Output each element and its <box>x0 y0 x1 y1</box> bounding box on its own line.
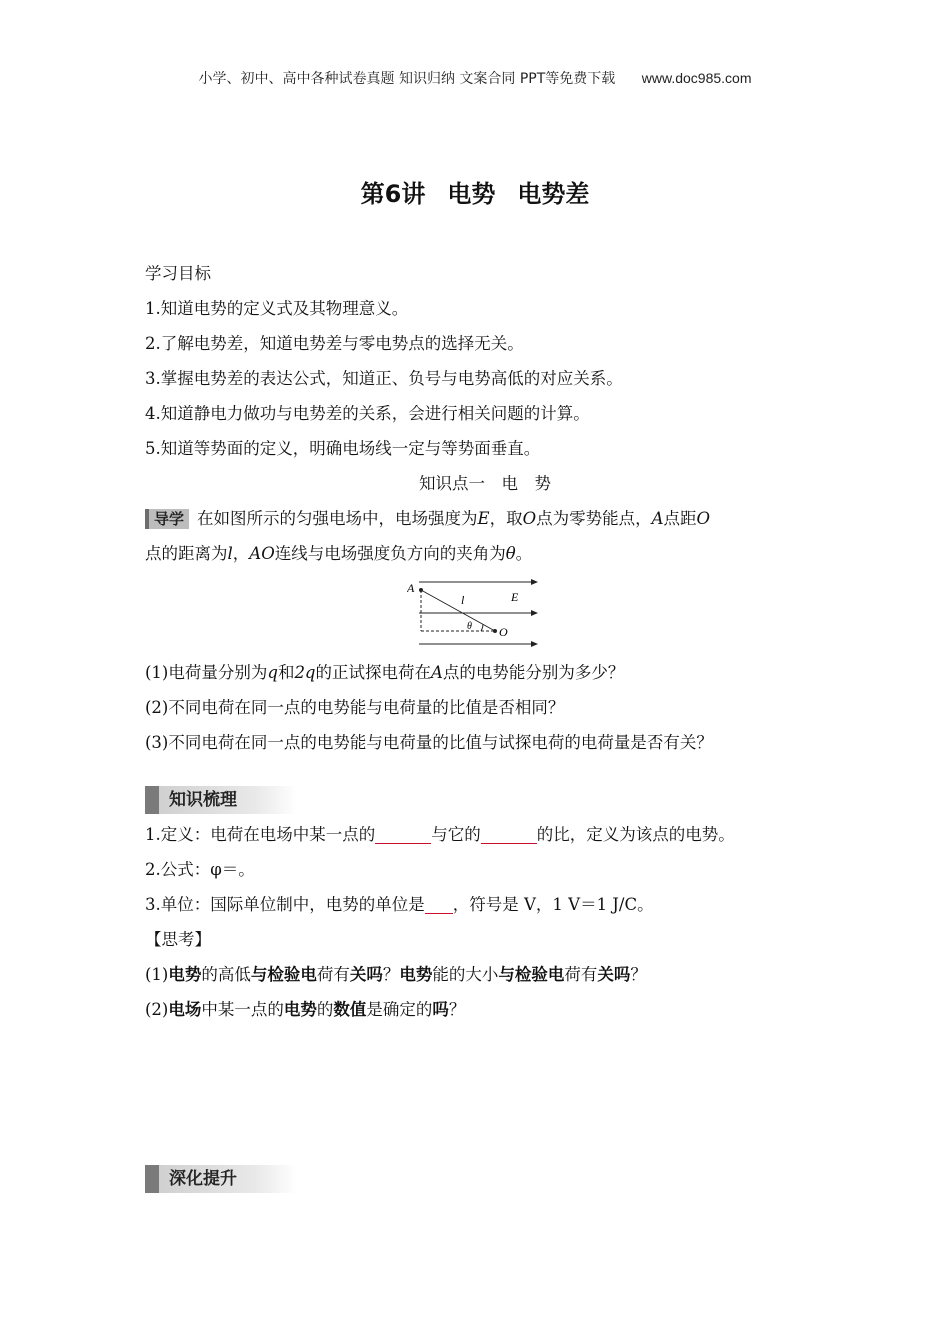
think-text: 荷有 <box>316 965 350 984</box>
symbol-2q: 2q <box>294 663 316 682</box>
label-E: E <box>511 590 519 604</box>
label-O: O <box>499 625 508 639</box>
question-text: 点的电势能分别为多少？ <box>442 663 625 682</box>
think-text: 电场 <box>168 1000 202 1019</box>
guide-text: ，取 <box>489 509 523 528</box>
question-text: (1)电荷量分别为 <box>145 663 268 682</box>
guide-text: 连线与电场强度负方向的夹角为 <box>274 544 506 563</box>
think-text: (1) <box>145 965 169 984</box>
fill-blank[interactable] <box>425 895 453 914</box>
unit-line <box>145 887 825 922</box>
definition-text: 1.定义：电荷在电场中某一点的 <box>145 825 376 844</box>
page-title <box>0 174 950 209</box>
think-text: 荷有 <box>564 965 598 984</box>
question-1 <box>145 655 825 690</box>
symbol-q: q <box>267 663 278 682</box>
think-text: 能的大小 <box>432 965 499 984</box>
definition-text: 与它的 <box>431 825 481 844</box>
objective-item: 5.知道等势面的定义，明确电场线一定与等势面垂直。 <box>145 439 541 458</box>
think-text: 吗 <box>432 1000 449 1019</box>
point-A <box>419 588 423 592</box>
formula-line: 2.公式：φ＝。 <box>145 860 255 879</box>
header-text: 小学、初中、高中各种试卷真题 知识归纳 文案合同 PPT等免费下载 <box>198 71 616 87</box>
guide-text: 。 <box>515 544 533 563</box>
label-l: l <box>461 593 465 607</box>
symbol-O: O <box>696 509 711 528</box>
guide-text: 点距 <box>663 509 697 528</box>
think-text: 数值 <box>333 1000 367 1019</box>
guide-text: 点的距离为 <box>145 544 228 563</box>
symbol-l: l <box>227 544 233 563</box>
think-text: 关吗 <box>349 965 383 984</box>
fill-blank[interactable] <box>481 825 537 844</box>
think-text: 的高低 <box>201 965 251 984</box>
section-knowledge-sorting <box>145 782 825 817</box>
knowledge-point-title: 知识点一 电 势 <box>419 474 551 493</box>
symbol-E: E <box>477 509 490 528</box>
guide-text: ， <box>232 544 250 563</box>
think-question-2 <box>145 992 825 1027</box>
question-text: 的正试探电荷在 <box>315 663 431 682</box>
think-text: 与检验电 <box>498 965 565 984</box>
angle-arc <box>481 624 483 631</box>
question-text: 和 <box>277 663 295 682</box>
question-3: (3)不同电荷在同一点的电势能与电荷量的比值与试探电荷的电荷量是否有关？ <box>145 733 713 752</box>
think-text: 电势 <box>168 965 202 984</box>
objective-item: 2.了解电势差，知道电势差与零电势点的选择无关。 <box>145 334 524 353</box>
guide-text: 在如图所示的匀强电场中，电场强度为 <box>197 509 478 528</box>
document-body <box>145 256 825 1196</box>
guide-text: 点为零势能点， <box>536 509 652 528</box>
symbol-theta: θ <box>505 544 516 563</box>
section-deepen <box>145 1161 825 1196</box>
think-text: 电势 <box>399 965 433 984</box>
think-text: (2) <box>145 1000 169 1019</box>
title-topic2: 电势差 <box>517 180 590 208</box>
objectives-heading: 学习目标 <box>145 264 211 283</box>
section-heading: 深化提升 <box>145 1165 297 1193</box>
think-text: 电势 <box>283 1000 317 1019</box>
think-text: 与检验电 <box>250 965 317 984</box>
definition-text: 的比，定义为该点的电势。 <box>536 825 735 844</box>
think-text: ？ <box>448 1000 466 1019</box>
symbol-AO: AO <box>249 544 275 563</box>
think-question-1 <box>145 957 825 992</box>
label-theta: θ <box>467 621 472 632</box>
think-text: ？ <box>382 965 400 984</box>
section-heading: 知识梳理 <box>145 786 297 814</box>
question-2: (2)不同电荷在同一点的电势能与电荷量的比值是否相同？ <box>145 698 565 717</box>
objective-item: 4.知道静电力做功与电势差的关系，会进行相关问题的计算。 <box>145 404 590 423</box>
symbol-A: A <box>431 663 443 682</box>
definition-line <box>145 817 825 852</box>
think-text: 关吗 <box>597 965 631 984</box>
symbol-A: A <box>651 509 664 528</box>
page-header <box>0 68 950 88</box>
title-topic1: 电势 <box>447 180 496 208</box>
point-O <box>493 629 497 633</box>
think-text: 是确定的 <box>366 1000 433 1019</box>
field-diagram-svg <box>407 571 557 655</box>
field-diagram <box>145 571 825 655</box>
symbol-O: O <box>522 509 537 528</box>
think-text: 的 <box>316 1000 334 1019</box>
unit-text: ，符号是 V，1 V＝1 J/C。 <box>452 895 654 914</box>
objective-item: 1.知道电势的定义式及其物理意义。 <box>145 299 409 318</box>
guide-paragraph <box>145 501 825 571</box>
unit-text: 3.单位：国际单位制中，电势的单位是 <box>145 895 425 914</box>
think-heading: 【思考】 <box>145 930 211 949</box>
fill-blank[interactable] <box>375 825 431 844</box>
think-text: ？ <box>630 965 647 984</box>
header-site[interactable]: www.doc985.com <box>641 70 752 86</box>
label-A: A <box>407 581 415 595</box>
think-text: 中某一点的 <box>201 1000 284 1019</box>
title-lecture: 第6讲 <box>360 180 426 208</box>
guide-tag: 导学 <box>145 509 189 529</box>
objective-item: 3.掌握电势差的表达公式，知道正、负号与电势高低的对应关系。 <box>145 369 623 388</box>
segment-AO <box>421 590 495 631</box>
